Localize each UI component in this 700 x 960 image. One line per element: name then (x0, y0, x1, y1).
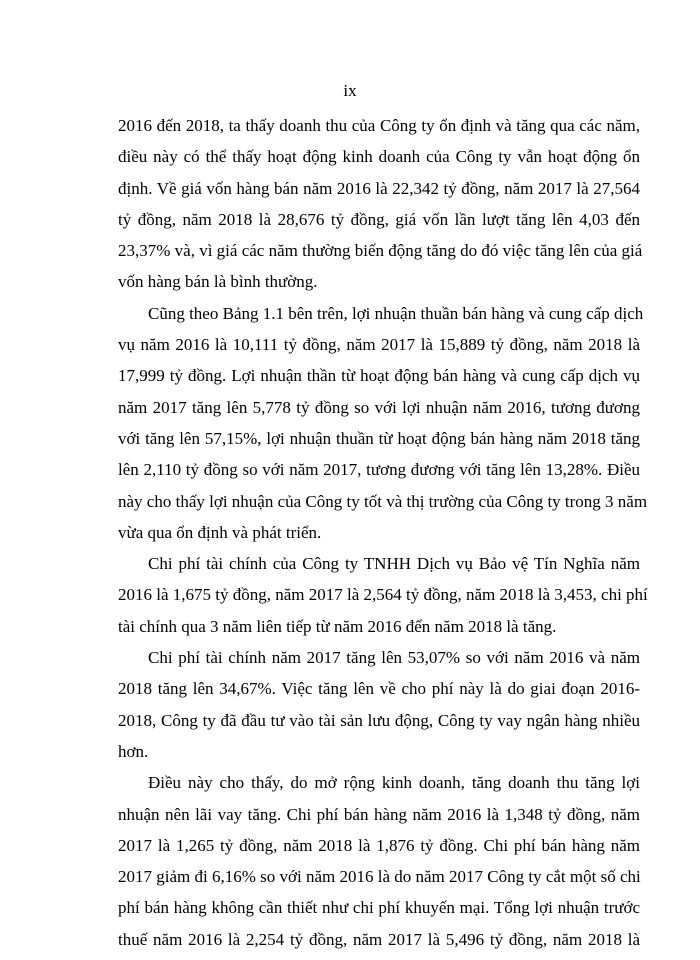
text-line: nhuận nên lãi vay tăng. Chi phí bán hàng năm 2016 là 1,348 tỷ đồng, năm (118, 804, 640, 824)
text-line: Cũng theo Bảng 1.1 bên trên, lợi nhuận thuần bán hàng và cung cấp dịch (148, 303, 644, 323)
text-line: với tăng lên 57,15%, lợi nhuận thuần từ hoạt động bán hàng năm 2018 tăng (118, 428, 640, 448)
text-line: tỷ đồng, năm 2018 là 28,676 tỷ đồng, giá vốn lần lượt tăng lên 4,03 đến (118, 209, 640, 229)
paragraph-5 (118, 767, 640, 955)
text-line: 2017 giảm đi 6,16% so với năm 2016 là do năm 2017 Công ty cắt một số chi (118, 867, 641, 887)
text-line: này cho thấy lợi nhuận của Công ty tốt và thị trường của Công ty trong 3 năm (118, 491, 648, 511)
text-line: lên 2,110 tỷ đồng so với năm 2017, tương đương với tăng lên 13,28%. Điều (118, 460, 640, 480)
text-line: vụ năm 2016 là 10,111 tỷ đồng, năm 2017 là 15,889 tỷ đồng, năm 2018 là (118, 335, 640, 355)
paragraph-3 (118, 548, 648, 642)
text-line: thuế năm 2016 là 2,254 tỷ đồng, năm 2017 là 5,496 tỷ đồng, năm 2018 là (118, 929, 640, 949)
text-line: năm 2017 tăng lên 5,778 tỷ đồng so với lợi nhuận năm 2016, tương đương (118, 397, 640, 417)
text-line: 2016 đến 2018, ta thấy doanh thu của Công ty ổn định và tăng qua các năm, (118, 116, 640, 135)
page-number: ix (343, 81, 357, 100)
text-line: 2017 là 1,265 tỷ đồng, năm 2018 là 1,876 tỷ đồng. Chi phí bán hàng năm (118, 835, 640, 855)
text-line: 2018, Công ty đã đầu tư vào tài sản lưu động, Công ty vay ngân hàng nhiều (118, 710, 640, 730)
text-line: 2016 là 1,675 tỷ đồng, năm 2017 là 2,564 tỷ đồng, năm 2018 là 3,453, chi phí (118, 585, 648, 605)
text-line: 17,999 tỷ đồng. Lợi nhuận thần từ hoạt động bán hàng và cung cấp dịch vụ (118, 366, 640, 386)
paragraph-2 (118, 298, 648, 548)
text-line: 2018 tăng lên 34,67%. Việc tăng lên về cho phí này là do giai đoạn 2016- (118, 679, 640, 699)
text-line: vừa qua ổn định và phát triển. (118, 522, 322, 542)
text-line: hơn. (118, 741, 149, 761)
text-line: 23,37% và, vì giá các năm thường biến động tăng do đó việc tăng lên của giá (118, 241, 643, 261)
text-line: Chi phí tài chính năm 2017 tăng lên 53,07% so với năm 2016 và năm (148, 648, 640, 668)
text-line: tài chính qua 3 năm liên tiếp từ năm 2016 đến năm 2018 là tăng. (118, 616, 557, 636)
text-line: định. Về giá vốn hàng bán năm 2016 là 22,342 tỷ đồng, năm 2017 là 27,564 (118, 178, 640, 198)
text-line: điều này có thể thấy hoạt động kinh doanh của Công ty vẫn hoạt động ổn (118, 147, 640, 167)
text-line: vốn hàng bán là bình thường. (118, 272, 318, 292)
text-line: Điều này cho thấy, do mở rộng kinh doanh, tăng doanh thu tăng lợi (148, 773, 640, 793)
paragraph-1 (118, 110, 643, 298)
text-line: Chi phí tài chính của Công ty TNHH Dịch vụ Bảo vệ Tín Nghĩa năm (148, 554, 640, 574)
text-line: phí bán hàng không cần thiết như chi phí khuyến mại. Tổng lợi nhuận trước (118, 898, 640, 918)
body-text (118, 110, 648, 955)
paragraph-4 (118, 642, 640, 767)
